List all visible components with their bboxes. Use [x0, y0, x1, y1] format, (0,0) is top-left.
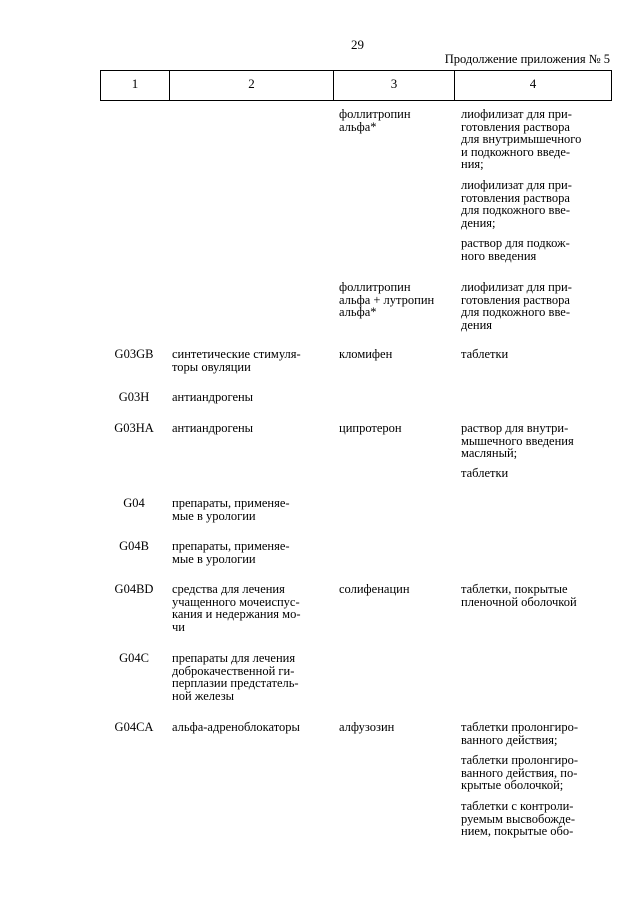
dosage-form: таблетки, покрытые пленочной оболочкой — [461, 582, 577, 609]
atc-code: G04CA — [114, 720, 154, 734]
dosage-form: таблетки пролонгиро- ванного действия; — [461, 720, 579, 747]
atc-code: G03GB — [114, 347, 154, 361]
header-col-3: 3 — [333, 71, 454, 100]
dosage-form: таблетки пролонгиро- ванного действия, по- крытые оболочкой; — [461, 753, 579, 792]
atc-group-name: препараты для лечения доброкачественной ги- перплазии предстатель- ной железы — [172, 651, 299, 703]
header-col-1: 1 — [131, 76, 139, 91]
dosage-form: лиофилизат для при- готовления раствора для подкожного вве- дения — [461, 280, 572, 332]
atc-code: G04 — [123, 496, 145, 510]
drug-name: солифенацин — [339, 582, 410, 596]
table-header — [100, 70, 612, 101]
drug-name: кломифен — [339, 347, 393, 361]
appendix-continuation-note: Продолжение приложения № 5 — [444, 52, 610, 66]
atc-code: G04B — [119, 539, 149, 553]
dosage-form: таблетки — [461, 466, 509, 480]
atc-group-name: альфа-адреноблокаторы — [172, 720, 300, 734]
dosage-form: таблетки — [461, 347, 509, 361]
dosage-form: лиофилизат для при- готовления раствора для внутримышечного и подкожного введе- ния; — [461, 107, 582, 171]
atc-group-name: антиандрогены — [172, 421, 254, 435]
atc-group-name: средства для лечения учащенного мочеиспус- кания и недержания мо- чи — [172, 582, 301, 634]
drug-name: фоллитропин альфа + лутропин альфа* — [339, 280, 435, 319]
dosage-form: таблетки с контроли- руемым высвобожде- нием, покрытые обо- — [461, 799, 575, 838]
atc-group-name: синтетические стимуля- торы овуляции — [172, 347, 301, 374]
drug-name: алфузозин — [339, 720, 395, 734]
atc-group-name: антиандрогены — [172, 390, 254, 404]
atc-group-name: препараты, применяе- мые в урологии — [172, 539, 290, 566]
header-col-4: 4 — [454, 71, 611, 100]
atc-code: G03H — [118, 390, 150, 404]
dosage-form: раствор для внутри- мышечного введения масляный; — [461, 421, 574, 460]
dosage-form: раствор для подкож- ного введения — [461, 236, 570, 263]
atc-code: G03HA — [114, 421, 154, 435]
atc-code: G04C — [119, 651, 149, 665]
page-number: 29 — [351, 37, 364, 52]
drug-name: фоллитропин альфа* — [339, 107, 411, 134]
atc-code: G04BD — [114, 582, 154, 596]
atc-group-name: препараты, применяе- мые в урологии — [172, 496, 290, 523]
header-col-2: 2 — [169, 71, 333, 100]
drug-name: ципротерон — [339, 421, 402, 435]
dosage-form: лиофилизат для при- готовления раствора для подкожного вве- дения; — [461, 178, 572, 230]
